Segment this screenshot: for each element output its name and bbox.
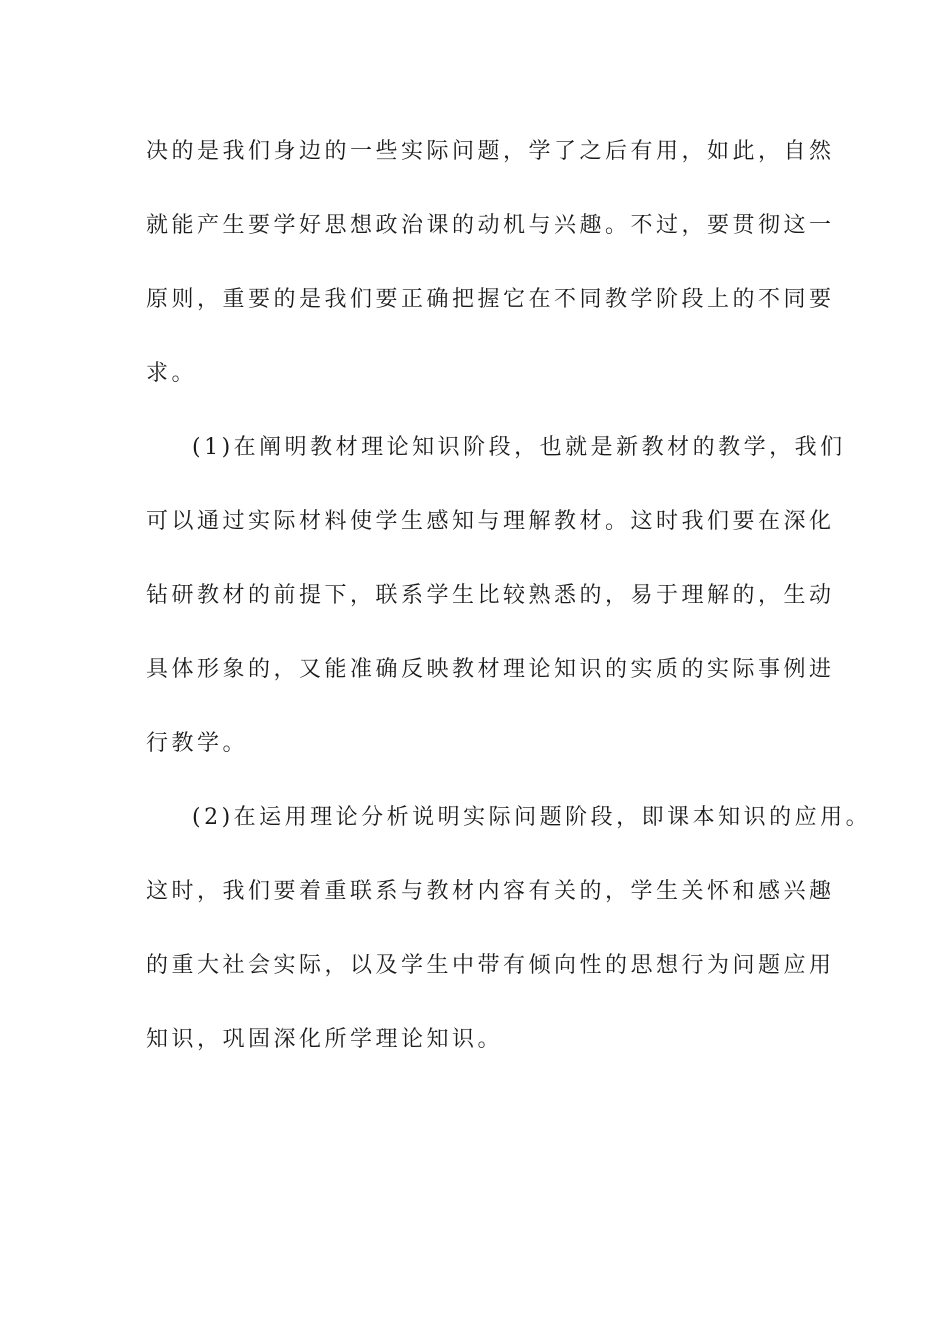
text-line-1: 决的是我们身边的一些实际问题，学了之后有用，如此，自然 [146,139,835,164]
paragraph-1-line-3: 钻研教材的前提下，联系学生比较熟悉的，易于理解的，生动 [146,583,835,608]
paragraph-1-line-1: (1)在阐明教材理论知识阶段，也就是新教材的教学，我们 [192,435,846,460]
paragraph-2-line-2: 这时，我们要着重联系与教材内容有关的，学生关怀和感兴趣 [146,879,835,904]
text-line-4: 求。 [146,361,198,386]
paragraph-2-line-4: 知识，巩固深化所学理论知识。 [146,1027,504,1052]
paragraph-1-line-4: 具体形象的，又能准确反映教材理论知识的实质的实际事例进 [146,657,835,682]
paragraph-2-line-1: (2)在运用理论分析说明实际问题阶段，即课本知识的应用。 [192,805,872,830]
paragraph-1-line-5: 行教学。 [146,731,249,756]
paragraph-2-line-3: 的重大社会实际，以及学生中带有倾向性的思想行为问题应用 [146,953,835,978]
paragraph-1-line-2: 可以通过实际材料使学生感知与理解教材。这时我们要在深化 [146,509,835,534]
text-line-3: 原则，重要的是我们要正确把握它在不同教学阶段上的不同要 [146,287,835,312]
text-line-2: 就能产生要学好思想政治课的动机与兴趣。不过，要贯彻这一 [146,213,835,238]
